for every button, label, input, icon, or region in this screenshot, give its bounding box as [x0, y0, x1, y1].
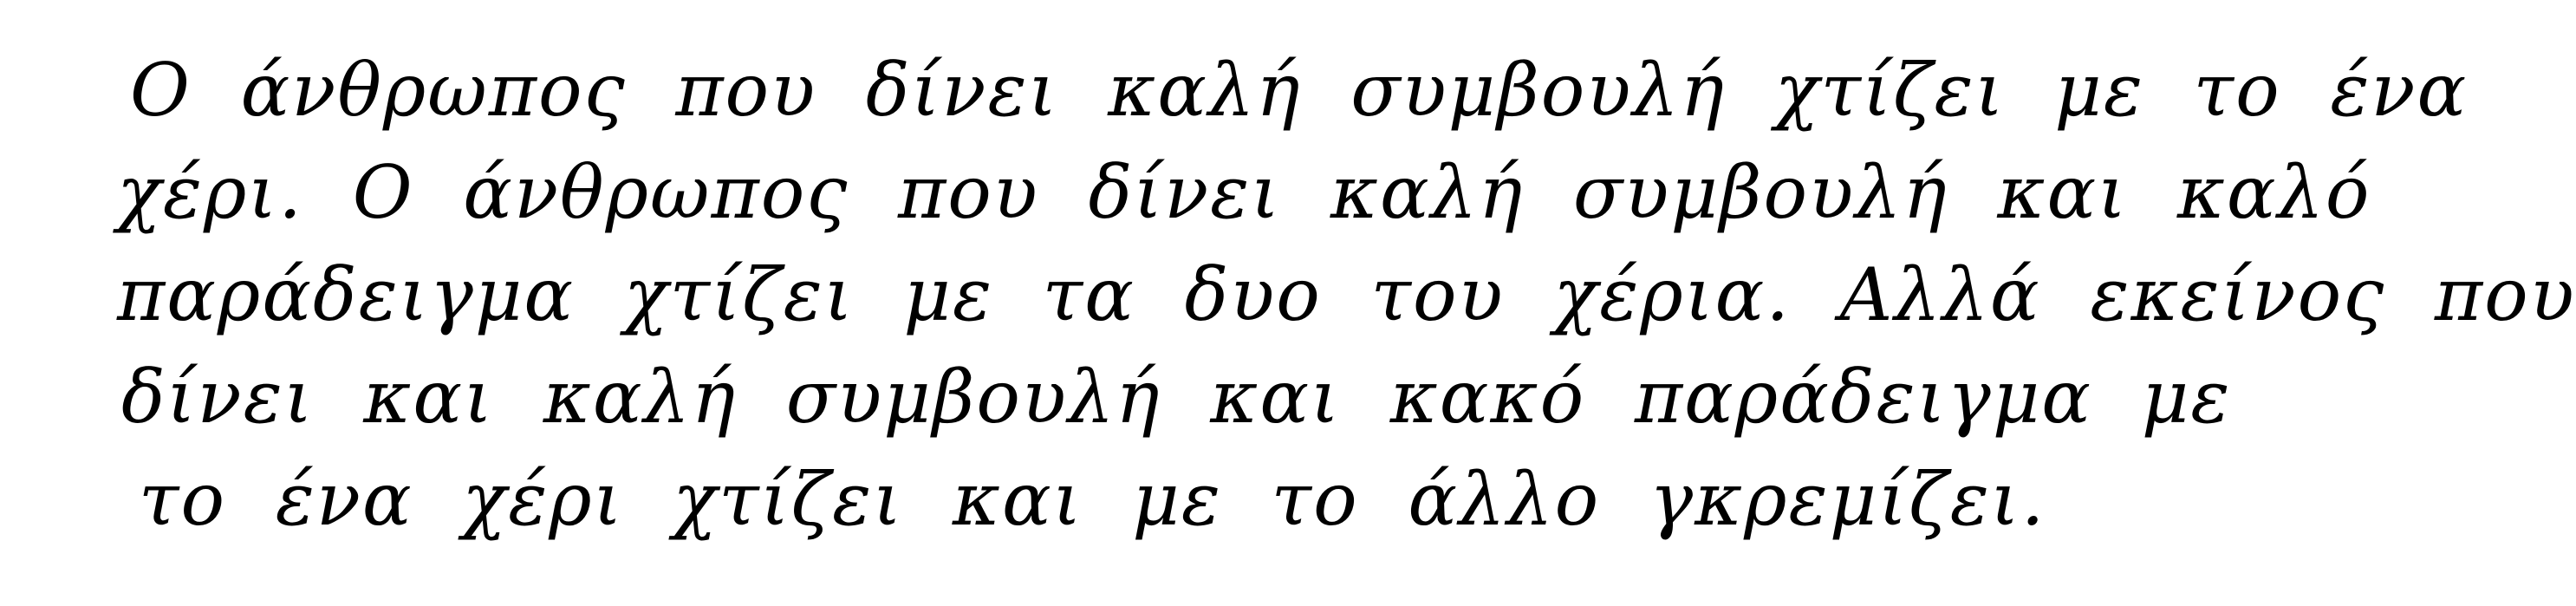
handwritten-line-2: χέρι. Ο άνθρωπος που δίνει καλή συμβουλή και καλό	[117, 150, 2371, 235]
handwritten-text-block	[117, 39, 2576, 551]
handwritten-line-1: Ο άνθρωπος που δίνει καλή συμβουλή χτίζει με το ένα	[130, 48, 2469, 133]
handwritten-line-5: το ένα χέρι χτίζει και με το άλλο γκρεμίζει.	[139, 457, 2046, 542]
handwritten-line-4: δίνει και καλή συμβουλή και κακό παράδειγμα με	[121, 355, 2232, 440]
handwritten-line-3: παράδειγμα χτίζει με τα δυο του χέρια. Αλλά εκείνος που	[117, 252, 2576, 337]
